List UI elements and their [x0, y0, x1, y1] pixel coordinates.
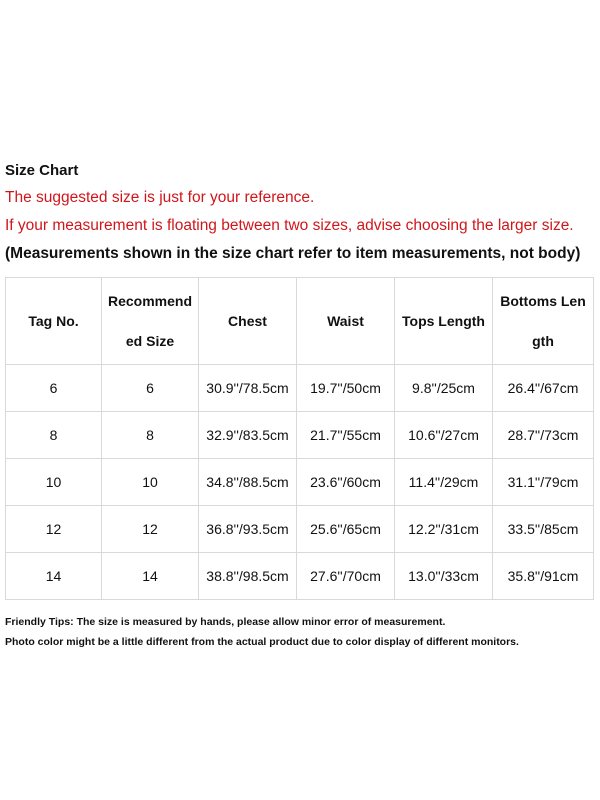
header-bottoms-length [493, 278, 594, 365]
header-label: Recommended Size [107, 293, 193, 349]
cell-tops-length: 9.8''/25cm [395, 365, 493, 412]
cell-bottoms-length: 33.5''/85cm [493, 506, 594, 553]
measurement-note: (Measurements shown in the size chart refer to item measurements, not body) [5, 245, 581, 262]
size-chart-document [5, 158, 597, 652]
header-label: Bottoms Length [500, 293, 586, 349]
header-label: Chest [228, 313, 267, 329]
photo-color-tip: Photo color might be a little different from the actual product due to color display of different monitors. [5, 636, 519, 648]
size-chart-title: Size Chart [5, 162, 79, 179]
cell-recommended-size: 14 [102, 553, 199, 600]
cell-tag-no: 12 [6, 506, 102, 553]
cell-waist: 19.7''/50cm [297, 365, 395, 412]
floating-size-note: If your measurement is floating between two sizes, advise choosing the larger size. [5, 217, 574, 234]
cell-waist: 25.6''/65cm [297, 506, 395, 553]
table-row [6, 365, 594, 412]
table-row [6, 553, 594, 600]
cell-tops-length: 13.0''/33cm [395, 553, 493, 600]
cell-tops-length: 12.2''/31cm [395, 506, 493, 553]
cell-tag-no: 10 [6, 459, 102, 506]
table-row [6, 459, 594, 506]
cell-chest: 32.9''/83.5cm [199, 412, 297, 459]
table-row [6, 412, 594, 459]
cell-tag-no: 8 [6, 412, 102, 459]
friendly-tip: Friendly Tips: The size is measured by hands, please allow minor error of measurement. [5, 616, 446, 628]
cell-bottoms-length: 28.7''/73cm [493, 412, 594, 459]
header-label: Tops Length [402, 313, 485, 329]
header-label: Waist [327, 313, 364, 329]
cell-waist: 27.6''/70cm [297, 553, 395, 600]
header-chest [199, 278, 297, 365]
tips-section [5, 612, 597, 652]
cell-recommended-size: 12 [102, 506, 199, 553]
cell-recommended-size: 8 [102, 412, 199, 459]
cell-tops-length: 11.4''/29cm [395, 459, 493, 506]
cell-waist: 23.6''/60cm [297, 459, 395, 506]
cell-tag-no: 6 [6, 365, 102, 412]
cell-chest: 30.9''/78.5cm [199, 365, 297, 412]
cell-recommended-size: 6 [102, 365, 199, 412]
reference-note: The suggested size is just for your reference. [5, 189, 315, 206]
cell-bottoms-length: 35.8''/91cm [493, 553, 594, 600]
header-tops-length [395, 278, 493, 365]
table-header-row [6, 278, 594, 365]
header-recommended-size [102, 278, 199, 365]
cell-chest: 38.8''/98.5cm [199, 553, 297, 600]
cell-chest: 34.8''/88.5cm [199, 459, 297, 506]
cell-bottoms-length: 26.4''/67cm [493, 365, 594, 412]
cell-recommended-size: 10 [102, 459, 199, 506]
cell-tops-length: 10.6''/27cm [395, 412, 493, 459]
cell-waist: 21.7''/55cm [297, 412, 395, 459]
header-tag-no [6, 278, 102, 365]
cell-chest: 36.8''/93.5cm [199, 506, 297, 553]
header-waist [297, 278, 395, 365]
table-row [6, 506, 594, 553]
cell-tag-no: 14 [6, 553, 102, 600]
size-table [5, 277, 594, 600]
cell-bottoms-length: 31.1''/79cm [493, 459, 594, 506]
header-label: Tag No. [28, 313, 79, 329]
